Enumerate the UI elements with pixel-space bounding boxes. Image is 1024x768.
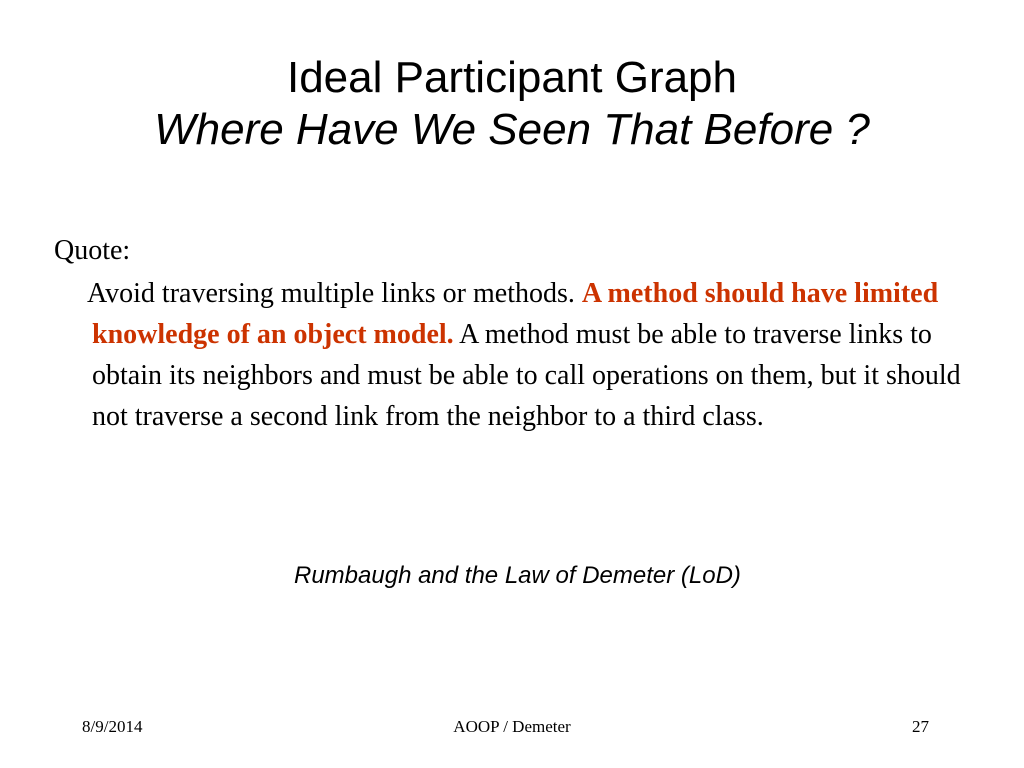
slide-title: Ideal Participant Graph [286,53,738,102]
quote-text-after: A method must be able to traverse links to obtain its neighbors and must be able to call operations on them, but it should not traverse a second link from the neighbor to a third class. [92,319,961,432]
slide-subtitle: Where Have We Seen That Before ? [154,105,870,154]
footer-title: AOOP / Demeter [453,717,571,736]
quote-attribution: Rumbaugh and the Law of Demeter (LoD) [294,562,741,589]
quote-text-before: Avoid traversing multiple links or methods. [87,278,582,309]
slide-body [54,230,984,437]
footer-page-number: 27 [912,717,929,736]
quote-paragraph [54,273,984,437]
quote-label: Quote: [54,235,131,266]
footer-date: 8/9/2014 [82,717,143,736]
quote-highlight: A method should have limited knowledge of an object model. [92,278,939,350]
slide-title-block [0,52,1024,156]
